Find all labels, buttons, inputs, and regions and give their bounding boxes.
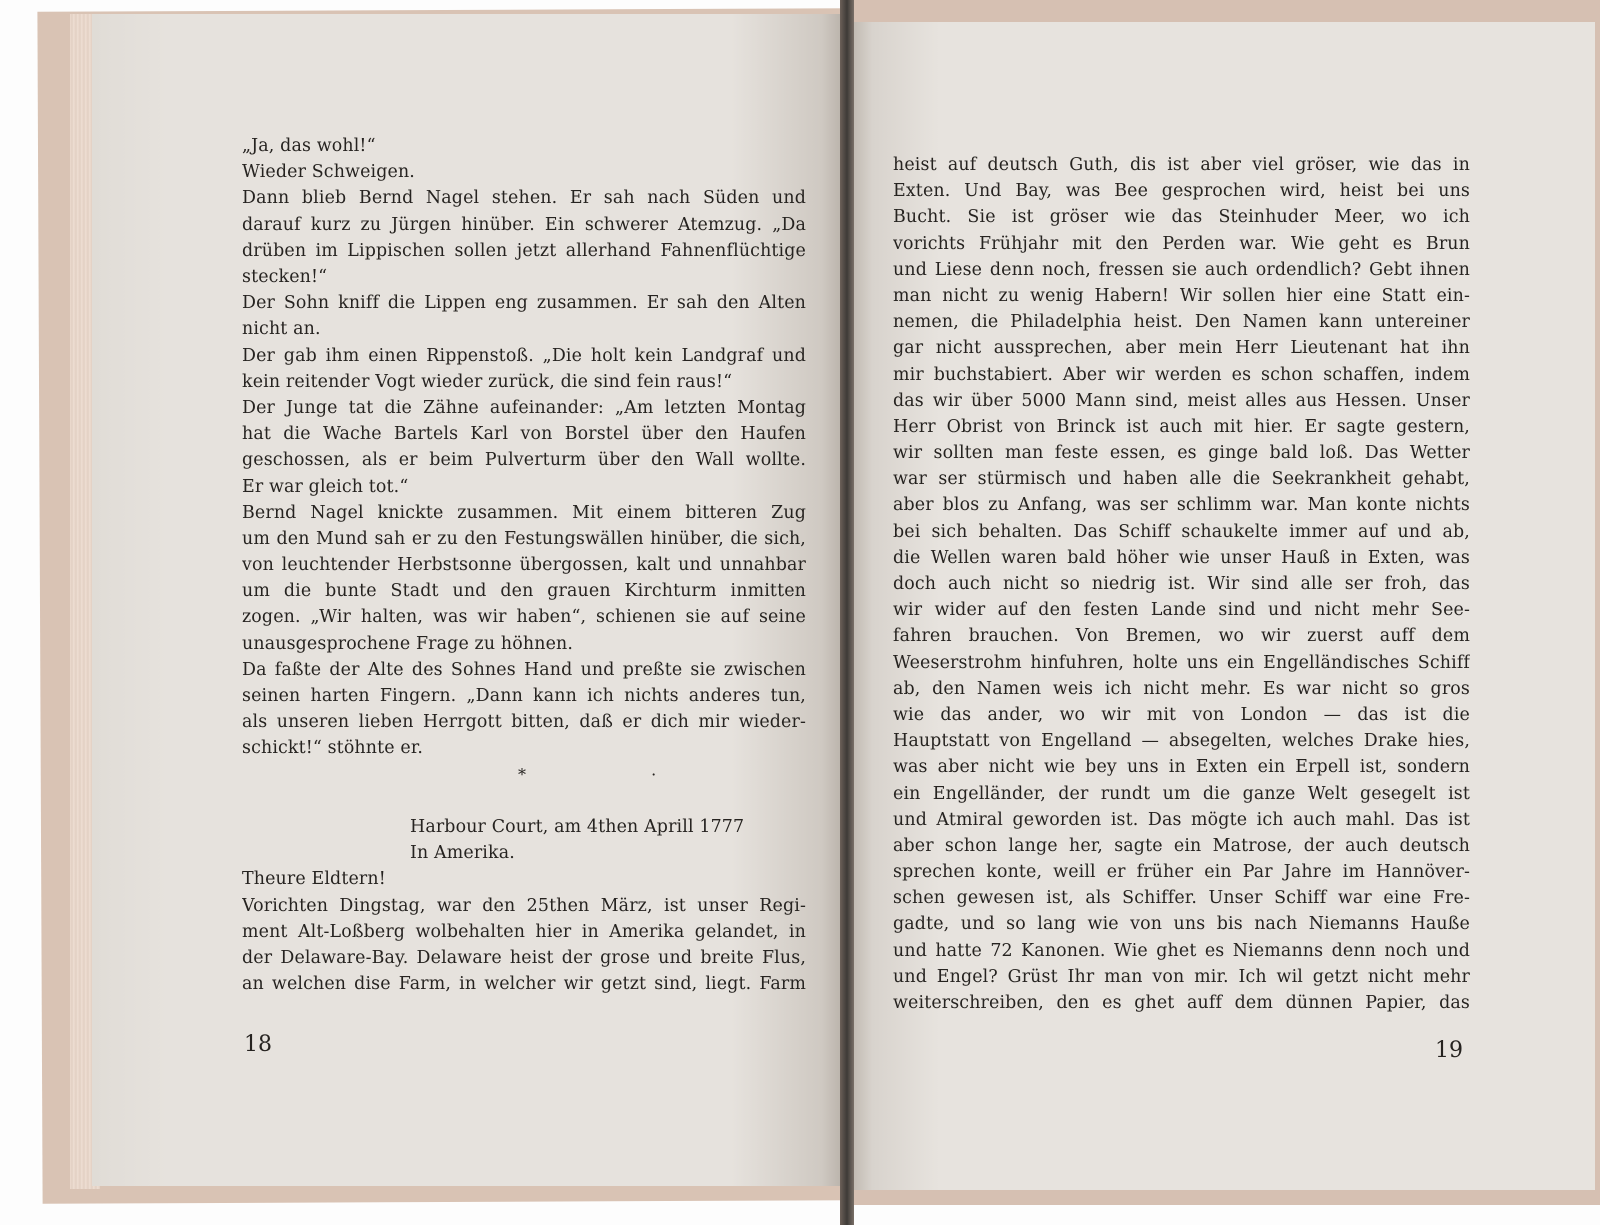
text-line: aber blos zu Anfang, was ser schlimm war. Man konte nichts xyxy=(893,495,1470,516)
text-line: von leuchtender Herbstsonne übergossen, kalt und unnahbar xyxy=(242,555,806,576)
text-line: seinen harten Fingern. „Dann kann ich nichts anderes tun, xyxy=(242,686,806,707)
text-line: und Liese denn noch, fressen sie auch ordendlich? Gebt ihnen xyxy=(893,259,1470,280)
text-line: darauf kurz zu Jürgen hinüber. Ein schwerer Atemzug. „Da xyxy=(242,214,806,235)
text-line: Der Sohn kniff die Lippen eng zusammen. Er sah den Alten xyxy=(242,293,806,314)
text-line: zogen. „Wir halten, was wir haben“, schienen sie auf seine xyxy=(242,607,806,628)
text-line: Weeserstrohm hinfuhren, holte uns ein Engelländisches Schiff xyxy=(893,652,1470,673)
text-line: fahren brauchen. Von Bremen, wo wir zuerst auff dem xyxy=(893,626,1470,647)
text-line: vorichts Frühjahr mit den Perden war. Wie geht es Brun xyxy=(893,233,1470,254)
text-line: wie das ander, wo wir mit von London — das ist die xyxy=(893,704,1470,725)
text-line: nicht an. xyxy=(242,319,321,340)
text-line: mir buchstabiert. Aber wir werden es schon schaffen, indem xyxy=(893,364,1470,385)
text-line: und hatte 72 Kanonen. Wie ghet es Niemanns denn noch und xyxy=(893,940,1470,961)
text-line: kein reitender Vogt wieder zurück, die sind fein raus!“ xyxy=(242,371,733,392)
text-line: um die bunte Stadt und den grauen Kirchturm inmitten xyxy=(242,581,806,602)
text-line: Exten. Und Bay, was Bee gesprochen wird, heist bei uns xyxy=(893,181,1470,202)
text-line: wir sollten man feste essen, es ginge bald loß. Das Wetter xyxy=(893,443,1470,464)
text-line: gadte, und so lang wie von uns bis nach Niemanns Hauße xyxy=(893,914,1470,935)
text-line: wir wider auf den festen Lande sind und nicht mehr See- xyxy=(893,600,1470,621)
text-line: Vorichten Dingstag, war den 25then März, ist unser Regi- xyxy=(242,895,806,916)
text-line: die Wellen waren bald höher wie unser Hauß in Exten, was xyxy=(893,547,1470,568)
letter-country: In Amerika. xyxy=(410,843,515,864)
text-line: Hauptstatt von Engelland — absegelten, welches Drake hies, xyxy=(893,731,1470,752)
text-line: ab, den Namen weis ich nicht mehr. Es war nicht so gros xyxy=(893,678,1470,699)
text-line: um den Mund sah er zu den Festungswällen hinüber, die sich, xyxy=(242,528,806,549)
text-line: Da faßte der Alte des Sohnes Hand und preßte sie zwischen xyxy=(242,659,806,680)
right-page-text xyxy=(893,152,1470,1016)
text-line: doch auch nicht so niedrig ist. Wir sind alle ser froh, das xyxy=(893,574,1470,594)
left-page xyxy=(92,14,844,1186)
text-line: hat die Wache Bartels Karl von Borstel über den Haufen xyxy=(242,424,806,445)
text-line: drüben im Lippischen sollen jetzt allerhand Fahnenflüchtige xyxy=(242,240,806,261)
text-line: der Delaware-Bay. Delaware heist der grose und breite Flus, xyxy=(242,947,806,968)
text-line: an welchen dise Farm, in welcher wir getzt sind, liegt. Farm xyxy=(242,974,806,995)
text-line: was aber nicht wie bey uns in Exten ein Erpell ist, sondern xyxy=(893,757,1470,778)
text-line: Herr Obrist von Brinck ist auch mit hier. Er sagte gestern, xyxy=(893,416,1470,437)
text-line: Der Junge tat die Zähne aufeinander: „Am letzten Montag xyxy=(242,397,806,418)
text-line: schickt!“ stöhnte er. xyxy=(242,738,424,759)
book-gutter xyxy=(840,0,854,1225)
text-line: „Ja, das wohl!“ xyxy=(242,136,376,156)
text-line: schen gewesen ist, als Schiffer. Unser Schiff war eine Fre- xyxy=(893,888,1470,909)
text-line: nemen, die Philadelphia heist. Den Namen kann untereiner xyxy=(893,312,1470,333)
text-line: aber schon lange her, sagte ein Matrose, der auch deutsch xyxy=(893,835,1470,856)
text-line: man nicht zu wenig Habern! Wir sollen hier eine Statt ein- xyxy=(893,285,1470,306)
text-line: sprechen konte, weill er früher ein Par Jahre im Hannöver- xyxy=(893,862,1470,883)
text-line: heist auf deutsch Guth, dis ist aber viel gröser, wie das in xyxy=(893,155,1470,175)
text-line: als unseren lieben Herrgott bitten, daß er dich mir wieder- xyxy=(242,712,806,733)
letter-place-date: Harbour Court, am 4then Aprill 1777 xyxy=(410,817,745,837)
text-line: ein Engelländer, der rundt um die ganze Welt gesegelt ist xyxy=(893,783,1470,804)
text-line: Dann blieb Bernd Nagel stehen. Er sah nach Süden und xyxy=(242,188,806,209)
section-separator: * · xyxy=(518,764,717,784)
left-page-text xyxy=(242,133,806,997)
text-line: war ser stürmisch und haben alle die Seekrankheit gehabt, xyxy=(893,469,1470,490)
text-line: Bernd Nagel knickte zusammen. Mit einem bitteren Zug xyxy=(242,502,806,523)
text-line: geschossen, als er beim Pulverturm über den Wall wollte. xyxy=(242,450,806,471)
text-line: ment Alt-Loßberg wolbehalten hier in Amerika gelandet, in xyxy=(242,921,806,942)
text-line: Er war gleich tot.“ xyxy=(242,476,409,497)
page-number-right: 19 xyxy=(1435,1038,1463,1063)
letter-salutation: Theure Eldtern! xyxy=(242,869,386,890)
text-line: Der gab ihm einen Rippenstoß. „Die holt kein Landgraf und xyxy=(242,345,806,366)
text-line: stecken!“ xyxy=(242,266,328,287)
text-line: und Engel? Grüst Ihr man von mir. Ich wil getzt nicht mehr xyxy=(893,966,1470,987)
text-line: Wieder Schweigen. xyxy=(242,162,415,183)
text-line: unausgesprochene Frage zu höhnen. xyxy=(242,633,574,654)
text-line: das wir über 5000 Mann sind, meist alles aus Hessen. Unser xyxy=(893,390,1470,411)
text-line: weiterschreiben, den es ghet auff dem dünnen Papier, das xyxy=(893,993,1470,1013)
text-line: Bucht. Sie ist gröser wie das Steinhuder Meer, wo ich xyxy=(893,207,1470,228)
right-page xyxy=(850,22,1595,1190)
text-line: gar nicht aussprechen, aber mein Herr Lieutenant hat ihn xyxy=(893,338,1470,359)
text-line: bei sich behalten. Das Schiff schaukelte immer auf und ab, xyxy=(893,521,1470,542)
page-number-left: 18 xyxy=(244,1032,272,1057)
text-line: und Atmiral geworden ist. Das mögte ich auch mahl. Das ist xyxy=(893,809,1470,830)
